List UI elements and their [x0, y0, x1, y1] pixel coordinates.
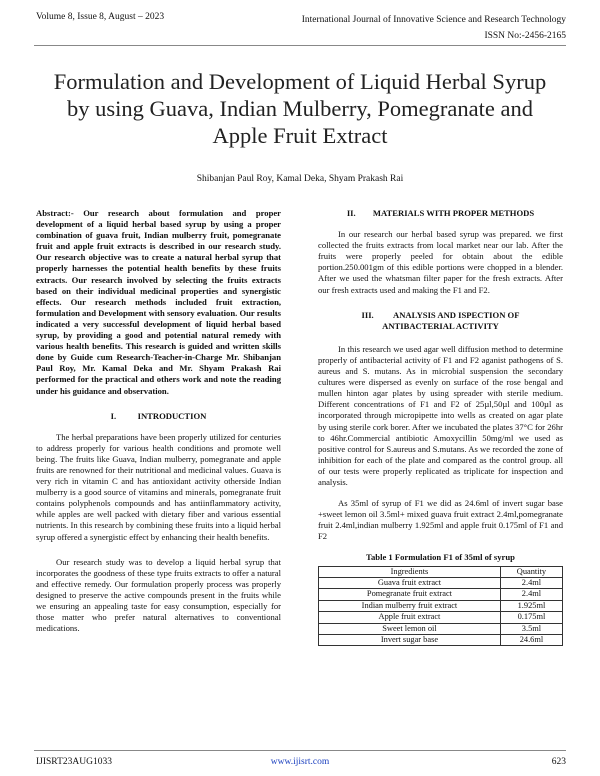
section-heading-materials: II. MATERIALS WITH PROPER METHODS: [346, 208, 535, 218]
table-cell: Sweet lemon oil: [319, 623, 501, 634]
intro-paragraph-2: Our research study was to develop a liquid herbal syrup that incorporates the goodness of these type fruits extracts to offer a natural and effective remedy. Our formulation properly process was properly designed to preserve the active compounds present in the fruits while we ensuring an appealing taste for easy consumption, especially for those matter who prefer natural alternatives to conventional medications.: [36, 556, 281, 634]
table-header-cell: Ingredients: [319, 566, 501, 577]
analysis-paragraph-1: In this research we used agar well diffusion method to determine properly of antibacterial activity of F1 and F2 aganist pathogens of S. aureus and S. mutans. As in microbial suspension the secondary cultures were dispersed as evenly on surface of the rose bengal and mullen hinton agar plates by using spreader with sterile medium. Different concentrations of F1 and F2 of 25µl,50µl and 100µl as incorporated through micropipette into wells as created on agar plate by using sterile cork borer. After we incubated the plates 37°C for 26hr to 46hr.Commercial antibiotic Amoxycillin 50mg/ml we used as positive control for S.aureus and S.mutans. As we recorded the zone of inhibition for each of the plate and compared as the control group. all of our tests were properly replicated as triplicate for inspection and analysis.: [318, 343, 563, 487]
table-row: [319, 634, 563, 645]
table-header-row: [319, 566, 563, 577]
table-row: [319, 612, 563, 623]
title-line: by using Guava, Indian Mulberry, Pomegranate and: [67, 96, 533, 121]
section-heading-analysis: [318, 310, 563, 332]
journal-name: International Journal of Innovative Science and Research Technology: [301, 15, 566, 25]
table-cell: Indian mulberry fruit extract: [319, 600, 501, 611]
header-divider: [34, 45, 566, 46]
table-row: [319, 589, 563, 600]
title-line: Apple Fruit Extract: [212, 123, 388, 148]
materials-paragraph: In our research our herbal based syrup was prepared. we first collected the fruits extracts from local market near our lab. After the fruits were properly peeled for obtain about the edible portion.250.001gm of this edible portions were chopped in a blender. After we used the whatsman filter paper for the fresh extracts. After our fresh extracts used and making the F1 and F2.: [318, 229, 563, 295]
running-header-volume: Volume 8, Issue 8, August – 2023: [36, 12, 165, 22]
table-cell: Apple fruit extract: [319, 612, 501, 623]
analysis-paragraph-2: As 35ml of syrup of F1 we did as 24.6ml of invert sugar base +sweet lemon oil 3.5ml+ mixed guava fruit extract 2.4ml,pomegranate fruit 2.4ml,indian mulberry 1.925ml and apple fruit 0.175ml of F1 and F2: [318, 498, 563, 542]
table-cell: 24.6ml: [500, 634, 562, 645]
analysis-heading-line-1: III. ANALYSIS AND ISPECTION OF: [361, 309, 520, 320]
running-header-journal: [302, 12, 566, 44]
table-cell: 2.4ml: [500, 577, 562, 588]
footer-divider: [34, 750, 566, 751]
journal-issn: ISSN No:-2456-2165: [484, 31, 566, 41]
section-heading-introduction: I. INTRODUCTION: [110, 410, 207, 421]
footer-page-number: 623: [551, 757, 566, 767]
author-list: Shibanjan Paul Roy, Kamal Deka, Shyam Prakash Rai: [196, 174, 404, 184]
table-header-cell: Quantity: [500, 566, 562, 577]
abstract: Abstract:- Our research about formulation and proper development of a liquid herbal based syrup by using a proper combination of guava fruit, Indian mulberry fruit, pomegranate fruit and apple fruit extracts is described in our research study. Our research objective was to create a natural herbal syrup that properly harnesses the potential health benefits by these fruits extracts. Our research involved by selecting the fruits extracts based on their individual medicinal properties and synergistic effects. Our research methods included fruit extraction, formulation and Development with sensory evaluation. Our results indicated a very successful development of liquid herbal based syrup, by providing a good and potential natural remedy with various health benefits. This research is guided and written skills done by Guide cum Research-Teacher-in-Charge Mr. Shibanjan Paul Roy, Mr. Kamal Deka and Mr. Shyam Prakash Rai performed for the practical and others work and note the reading under his guidance and observation.: [36, 208, 281, 396]
table-cell: Pomegranate fruit extract: [319, 589, 501, 600]
intro-paragraph-1: The herbal preparations have been properly utilized for centuries to address properly for various health conditions and promote well being. The fruits like Guava, Indian mulberry, pomegranate and apple fruits are renowned for their nutritional and medicinal values. Guava is very rich in vitamin C and has antioxidant activity otherside Indian mulberry is a good source of vitamins and minerals, pomegranate fruit contains polyphenols compounds and has antiinflammatory activity, while apples are well packed with dietary fiber and various essential nutrients. In this research by combining these fruits into a liquid herbal syrup offered a synergistic effect by enhancing their health benefits.: [36, 431, 281, 542]
table-row: [319, 623, 563, 634]
table-cell: 3.5ml: [500, 623, 562, 634]
table-cell: Guava fruit extract: [319, 577, 501, 588]
paper-title: [30, 68, 570, 149]
table-cell: 0.175ml: [500, 612, 562, 623]
table-row: [319, 577, 563, 588]
left-column: [36, 208, 281, 644]
footer-article-id: IJISRT23AUG1033: [36, 757, 112, 767]
title-line: Formulation and Development of Liquid Herbal Syrup: [53, 69, 547, 94]
right-column: [318, 208, 563, 646]
table-caption: Table 1 Formulation F1 of 35ml of syrup: [366, 552, 515, 563]
table-cell: Invert sugar base: [319, 634, 501, 645]
table-row: [319, 600, 563, 611]
footer-website-link[interactable]: www.ijisrt.com: [270, 757, 330, 767]
analysis-heading-line-2: ANTIBACTERIAL ACTIVITY: [382, 320, 499, 331]
table-cell: 2.4ml: [500, 589, 562, 600]
formulation-table: [318, 566, 563, 647]
table-cell: 1.925ml: [500, 600, 562, 611]
